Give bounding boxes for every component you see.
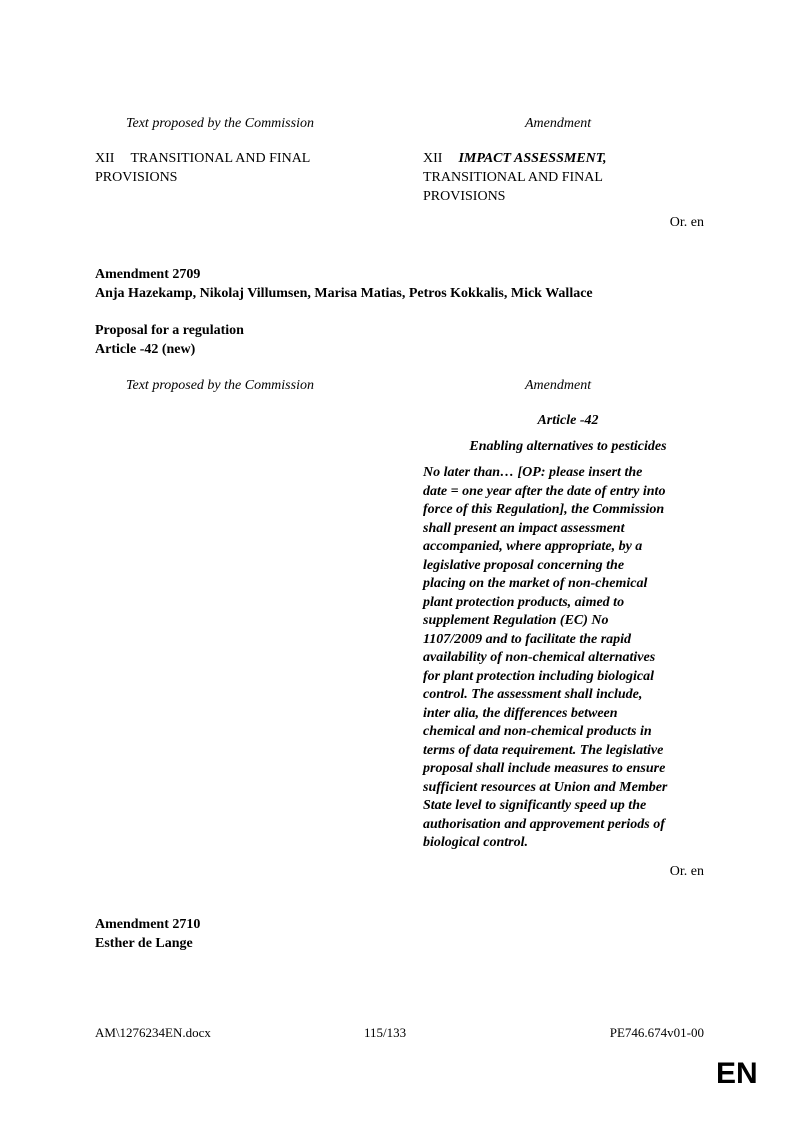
article-line: accompanied, where appropriate, by a: [423, 539, 643, 554]
article-title: Enabling alternatives to pesticides: [469, 439, 667, 454]
article-line: legislative proposal concerning the: [423, 557, 625, 573]
article-line: sufficient resources at Union and Member: [423, 779, 668, 795]
article-line: State level to significantly speed up the: [423, 798, 647, 813]
article-line: date = one year after the date of entry into: [423, 483, 666, 499]
heading-text: PROVISIONS: [423, 189, 506, 204]
column-header-commission: Text proposed by the Commission: [126, 378, 314, 393]
article-line: supplement Regulation (EC) No: [423, 613, 609, 628]
document-reference: AM\1276234EN.docx: [95, 1025, 211, 1040]
heading-text: PROVISIONS: [95, 170, 178, 185]
article-line: 1107/2009 and to facilitate the rapid: [423, 631, 632, 647]
page-number: 115/133: [364, 1025, 407, 1040]
amendment-text-cell: [423, 149, 713, 206]
amendment-title: Amendment 2709: [95, 267, 201, 282]
article-line: authorisation and approvement periods of: [423, 816, 665, 832]
article-line: chemical and non-chemical products in: [423, 724, 652, 739]
article-line: inter alia, the differences between: [423, 705, 618, 721]
article-line: availability of non-chemical alternatives: [423, 650, 656, 665]
article-line: No later than… [OP: please insert the: [423, 465, 643, 480]
inserted-text: IMPACT ASSESSMENT,: [458, 151, 607, 166]
article-line: placing on the market of non-chemical: [423, 576, 648, 591]
heading-text: TRANSITIONAL AND FINAL: [423, 170, 603, 185]
original-language: Or. en: [669, 215, 704, 230]
article-body: [423, 464, 713, 853]
article-line: shall present an impact assessment: [423, 520, 625, 536]
heading-number: XII: [95, 151, 115, 166]
article-line: force of this Regulation], the Commission: [423, 502, 665, 517]
heading-text: TRANSITIONAL AND FINAL: [130, 151, 311, 166]
article-reference: Article -42 (new): [95, 342, 196, 357]
proposal-type: Proposal for a regulation: [95, 323, 244, 338]
article-line: proposal shall include measures to ensure: [423, 761, 666, 776]
amendment-title: Amendment 2710: [95, 917, 201, 932]
article-line: plant protection products, aimed to: [423, 594, 625, 610]
original-language: Or. en: [669, 864, 704, 879]
language-code: EN: [716, 1057, 758, 1090]
article-line: biological control.: [423, 835, 528, 850]
column-header-amendment: Amendment: [525, 378, 592, 393]
column-header-commission: Text proposed by the Commission: [126, 116, 314, 131]
article-line: control. The assessment shall include,: [423, 687, 643, 702]
article-heading: Article -42: [537, 413, 599, 428]
article-line: for plant protection including biological: [423, 668, 655, 684]
column-header-amendment: Amendment: [525, 116, 592, 131]
commission-text-cell: [95, 149, 395, 187]
heading-number: XII: [423, 151, 443, 166]
article-line: terms of data requirement. The legislative: [423, 742, 664, 758]
amendment-authors: Esther de Lange: [95, 936, 193, 951]
pe-reference: PE746.674v01-00: [609, 1025, 704, 1040]
amendment-authors: Anja Hazekamp, Nikolaj Villumsen, Marisa Matias, Petros Kokkalis, Mick Wallace: [95, 286, 593, 301]
